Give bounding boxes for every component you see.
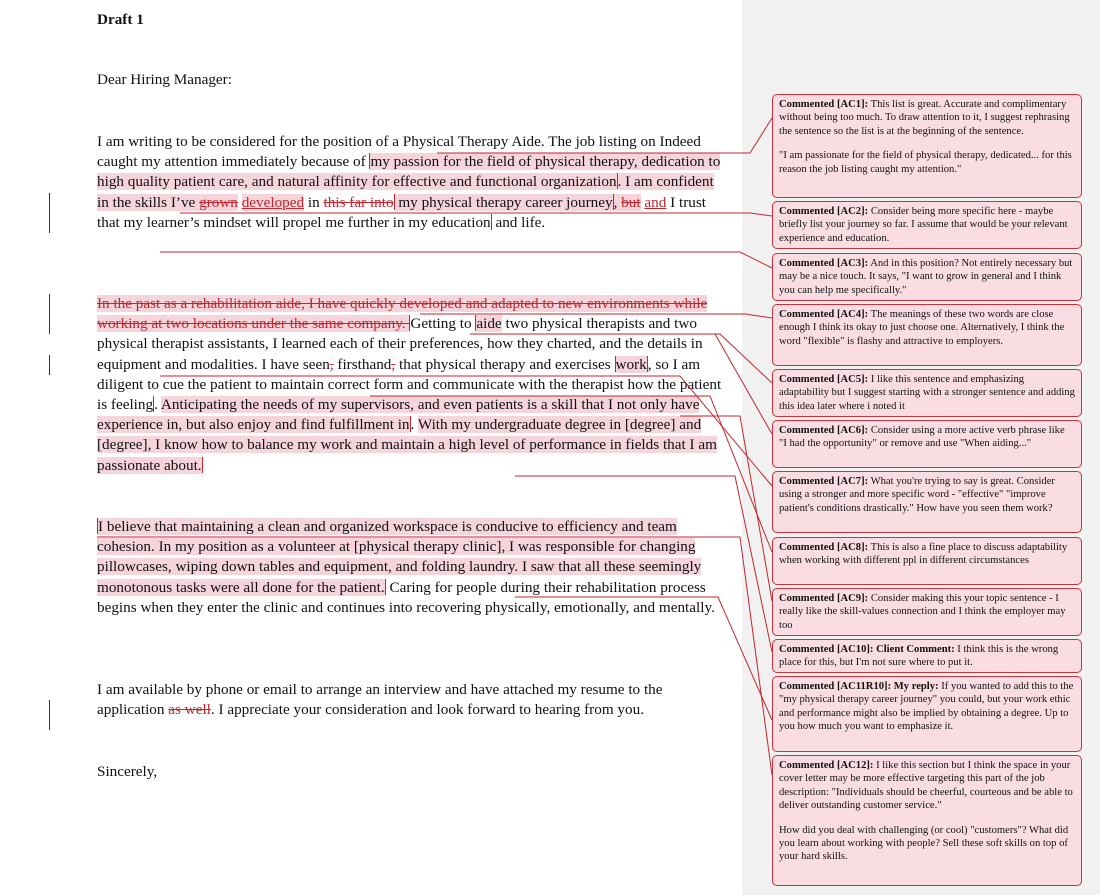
comment-text: And in this position? Not entirely necessary but may be a nice touch. It says, "I want to grow in general and I think you can help me specifically." xyxy=(779,258,1073,296)
closing: Sincerely, xyxy=(97,763,158,780)
text-run: I trust that my learner’s mindset will propel me further in my education xyxy=(97,193,706,231)
comment-text: What you're trying to say is great. Consider using a stronger and more specific word - "effective" "improve patient's conditions drastically." How have you seen them work? xyxy=(779,476,1055,514)
comment-author: Commented [AC2]: xyxy=(779,206,869,217)
text-run: I am writing to be considered for the position of a Physical Therapy Aide. The job listing on Indeed caught my attention immediately because of xyxy=(97,133,701,171)
comment-text: Consider using a more active verb phrase like "I had the opportunity" or remove and use "When aiding..." xyxy=(779,425,1065,450)
comment-text: Consider being more specific here - maybe briefly list your journey so far. I assume that would be your relevant experience and education. xyxy=(779,206,1068,244)
text-run: , xyxy=(613,193,622,211)
paragraph-2[interactable] xyxy=(97,294,729,476)
comment-range-ac6[interactable]: work xyxy=(615,355,647,373)
paragraph-4[interactable] xyxy=(97,680,729,720)
text-run: , so I am diligent to cue the patient to maintain correct form and communicate with the therapist how the patient is feeling xyxy=(97,355,722,414)
comment-range-ac10[interactable]: With my undergraduate degree in [degree] and [degree], I know how to balance my work and maintain a high level of performance in fields that I am passionate about. xyxy=(97,416,717,474)
comment-text: I think this is the wrong place for this, but I'm not sure where to put it. xyxy=(779,644,1059,669)
comment-text: Consider making this your topic sentence - I really like the skill-values connection and I think the employer may too xyxy=(779,593,1066,631)
comment-text: I like this section but I think the space in your cover letter may be more effective targeting this part of the job description: "Individuals should be cheerful, courteous and be able to deliver outstanding customer service." xyxy=(779,760,1073,812)
text-run: . xyxy=(154,396,161,414)
comment-author: Commented [AC7]: xyxy=(779,476,869,487)
comment-ac12[interactable] xyxy=(772,755,1082,886)
deleted-text[interactable]: grown xyxy=(199,193,238,211)
comment-anchor-end xyxy=(202,457,203,473)
comment-author: Commented [AC6]: xyxy=(779,425,869,436)
text-run: two physical therapists and two physical therapist assistants, I learned each of their preferences, how they charted, and the details in equipment and modalities. I have seen xyxy=(97,315,703,373)
comment-text: The meanings of these two words are close enough I think its okay to just choose one. Alternatively, I think the word "flexible" is flashy and attractive to employers. xyxy=(779,309,1065,347)
deleted-text[interactable]: , xyxy=(329,355,334,373)
comment-ac5[interactable] xyxy=(772,369,1082,417)
paragraph-1[interactable] xyxy=(97,132,729,233)
text-run: Getting to xyxy=(410,315,476,333)
comment-ac11r10[interactable] xyxy=(772,676,1082,752)
comment-author: Commented [AC4]: xyxy=(779,309,869,320)
comment-range-ac8[interactable]: Anticipating the needs of my supervisors, and even patients is a skill that I not only have experience in, but also enjoy and find fulfillment in xyxy=(97,396,700,434)
comment-text: If you wanted to add this to the "my physical therapy career journey" you could, but your work ethic and performance might also be implied by obtaining a degree. Up to you how much you want to emphasize it. xyxy=(779,681,1074,733)
comment-ac3[interactable] xyxy=(772,253,1082,301)
change-bar xyxy=(49,294,50,334)
comment-range-ac5[interactable]: aide xyxy=(476,315,502,333)
text-run: Caring for people during their rehabilitation process begins when they enter the clinic and continues into recovering physically, emotionally, and mentally. xyxy=(97,578,715,616)
deleted-text[interactable]: In the past as a rehabilitation aide, I have quickly developed and adapted to new environments while working at two locations under the same company. xyxy=(97,295,708,333)
comment-author: Commented [AC10]: Client Comment: xyxy=(779,644,955,655)
comment-ac1[interactable] xyxy=(772,94,1082,198)
comment-author: Commented [AC11R10]: My reply: xyxy=(779,681,939,692)
comment-text: "I am passionate for the field of physical therapy, dedicated... for this reason the job listing caught my attention." xyxy=(779,150,1072,175)
text-run: in xyxy=(304,193,324,211)
text-run: . I am confident in the skills I’ve xyxy=(97,173,714,211)
comment-author: Commented [AC9]: xyxy=(779,593,869,604)
comment-range-ac2[interactable]: my physical therapy career journey xyxy=(394,193,613,211)
comment-ac4[interactable] xyxy=(772,304,1082,366)
comment-text: How did you deal with challenging (or cool) "customers"? What did you learn about working with people? Sell these soft skills on top of your hard skills. xyxy=(779,824,1069,863)
comment-range-ac1[interactable]: my passion for the field of physical therapy, dedication to high quality patient care, and natural affinity for effective and functional organization xyxy=(97,153,721,191)
text-run: that physical therapy and exercises xyxy=(395,355,615,373)
text-run: firsthand xyxy=(333,355,392,373)
comment-author: Commented [AC1]: xyxy=(779,99,869,110)
comment-author: Commented [AC12]: xyxy=(779,760,874,771)
comment-ac2[interactable] xyxy=(772,201,1082,249)
comment-ac6[interactable] xyxy=(772,420,1082,468)
comment-author: Commented [AC3]: xyxy=(779,258,869,269)
change-bar xyxy=(49,355,50,375)
text-run: and life. xyxy=(491,213,546,231)
comment-text: This list is great. Accurate and complimentary without being too much. To draw attention to it, I suggest rephrasing the sentence so the list is at the beginning of the sentence. xyxy=(779,99,1070,137)
deleted-text[interactable]: but xyxy=(621,193,641,211)
comment-ac9[interactable] xyxy=(772,588,1082,636)
comment-text: This is also a fine place to discuss adaptability when working with different ppl in different circumstances xyxy=(779,542,1068,567)
comment-range-ac12[interactable]: I believe that maintaining a clean and organized workspace is conducive to efficiency and team cohesion. In my position as a volunteer at [physical therapy clinic], I was responsible for changing pillowcases, wiping down tables and equipment, and folding laundry. I saw that all these seemingly monotonous tasks were all done for the patient. xyxy=(97,518,702,596)
comment-ac8[interactable] xyxy=(772,537,1082,585)
deleted-text[interactable]: as well xyxy=(168,701,211,719)
change-bar xyxy=(49,193,50,233)
deleted-text[interactable]: , xyxy=(391,355,396,373)
deleted-text[interactable]: this far into xyxy=(323,193,394,211)
change-bar xyxy=(49,700,50,730)
salutation: Dear Hiring Manager: xyxy=(97,71,232,88)
comment-ac10[interactable] xyxy=(772,639,1082,673)
inserted-text[interactable]: developed xyxy=(241,193,305,211)
text-run: . xyxy=(410,416,418,434)
comment-author: Commented [AC5]: xyxy=(779,374,869,385)
comment-ac7[interactable] xyxy=(772,471,1082,533)
comment-author: Commented [AC8]: xyxy=(779,542,869,553)
paragraph-3[interactable] xyxy=(97,517,729,618)
text-run: I am available by phone or email to arrange an interview and have attached my resume to the application xyxy=(97,681,663,719)
comment-text: I like this sentence and emphasizing adaptability but I suggest starting with a stronger sentence and adding this idea later where i noted it xyxy=(779,374,1075,412)
inserted-text[interactable]: and xyxy=(644,193,667,211)
text-run: . I appreciate your consideration and look forward to hearing from you. xyxy=(210,701,645,719)
draft-heading: Draft 1 xyxy=(97,11,144,28)
